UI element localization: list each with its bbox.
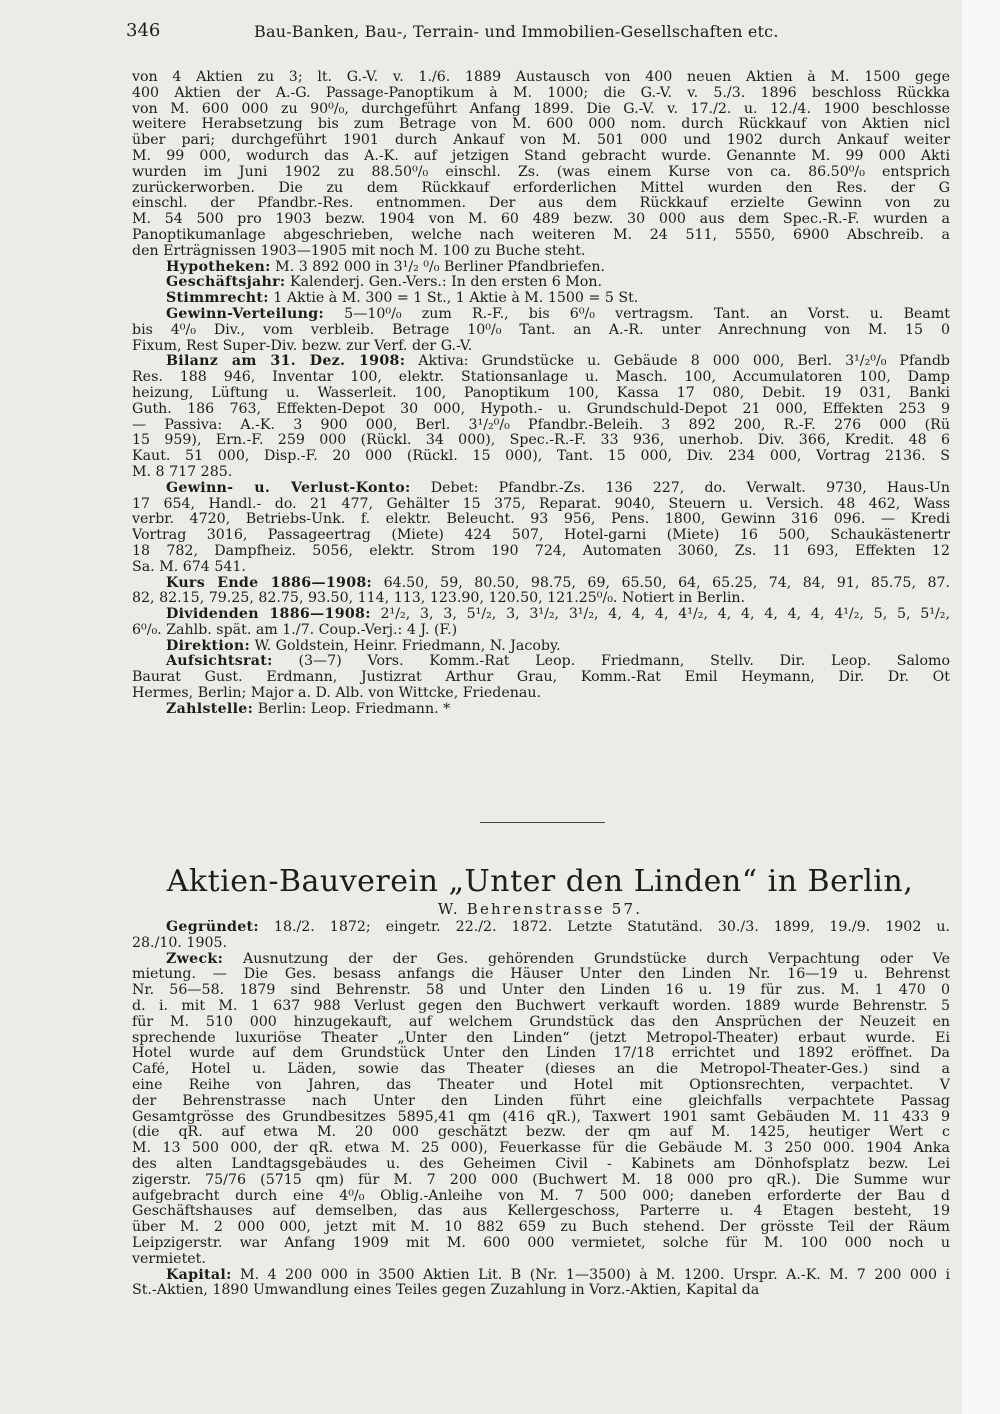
entry-first-line xyxy=(132,260,950,276)
entry-text: Debet: Pfandbr.-Zs. 136 227, do. Verwalt. 9730, Haus-Un xyxy=(430,480,950,496)
text-line xyxy=(132,1236,950,1252)
entry-text: Gesamtgrösse des Grundbesitzes 5895,41 qm (416 qR.), Taxwert 1901 samt Gebäuden M. 11 433 9 xyxy=(132,1109,950,1125)
entry-text: Kaut. 51 000, Disp.-F. 20 000 (Rückl. 15 000), Tant. 15 000, Div. 234 000, Vortrag 2136. S xyxy=(132,449,950,465)
text-line xyxy=(132,1173,950,1189)
entry-text: (3—7) Vors. Komm.-Rat Leop. Friedmann, Stellv. Dir. Leop. Salomo xyxy=(298,654,950,670)
entry-text: vermietet. xyxy=(132,1251,206,1267)
entry-text: Hermes, Berlin; Major a. D. Alb. von Wittcke, Friedenau. xyxy=(132,686,541,702)
entry-text: Ausnutzung der der Ges. gehörenden Grundstücke durch Verpachtung oder Ve xyxy=(242,951,950,967)
text-line xyxy=(132,591,950,607)
text-line xyxy=(132,386,950,402)
entry-label: Gewinn-Verteilung: xyxy=(166,306,324,322)
text-line xyxy=(132,1283,950,1299)
entry-label: Zweck: xyxy=(166,951,224,967)
entry-text: von 4 Aktien zu 3; lt. G.-V. v. 1./6. 1889 Austausch von 400 neuen Aktien à M. 1500 gege xyxy=(132,70,950,85)
entry-text: 64.50, 59, 80.50, 98.75, 69, 65.50, 64, 65.25, 74, 84, 91, 85.75, 87. xyxy=(383,575,950,591)
entry-text: weitere Herabsetzung bis zum Betrage von M. 600 000 nom. durch Rückkauf von Aktien nicl xyxy=(132,117,950,133)
entry-text: 15 959), Ern.-F. 259 000 (Rückl. 34 000), Spec.-R.-F. 33 936, unerhob. Div. 366, Kredit. 48 6 xyxy=(132,433,950,449)
text-line xyxy=(132,1157,950,1173)
text-line xyxy=(132,212,950,228)
text-line xyxy=(132,686,950,702)
text-line xyxy=(132,1125,950,1141)
entry-text: 1 Aktie à M. 300 = 1 St., 1 Aktie à M. 1500 = 5 St. xyxy=(273,291,639,307)
entry-text: M. 8 717 285. xyxy=(132,464,233,480)
entry-label: Aufsichtsrat: xyxy=(166,654,273,670)
entry-text: M. 3 892 000 in 3¹/₂ ⁰/₀ Berliner Pfandbriefen. xyxy=(275,259,606,275)
text-line xyxy=(132,370,950,386)
entry-text: aufgebracht durch eine 4⁰/₀ Oblig.-Anleihe von M. 7 500 000; daneben erforderte der Bau d xyxy=(132,1188,950,1204)
text-line xyxy=(132,512,950,528)
entry-text: Fixum, Rest Super-Div. bezw. zur Verf. der G.-V. xyxy=(132,338,473,354)
entry-text: verbr. 4720, Betriebs-Unk. f. elektr. Beleucht. 93 956, Pens. 1800, Gewinn 316 096. — Kredi xyxy=(132,512,950,528)
entry-text: Café, Hotel u. Läden, sowie das Theater (dieses an die Metropol-Theater-Ges.) sind a xyxy=(132,1062,950,1078)
company-title: Aktien-Bauverein „Unter den Linden“ in Berlin, xyxy=(166,864,914,899)
entry-text: über M. 2 000 000, jetzt mit M. 10 882 659 zu Buch stehend. Der grösste Teil der Räum xyxy=(132,1220,950,1236)
text-line xyxy=(132,86,950,102)
page-header xyxy=(0,20,962,46)
text-line xyxy=(132,999,950,1015)
entry-first-line xyxy=(132,952,950,968)
entry-text: heizung, Lüftung u. Wasserleit. 100, Panoptikum 100, Kassa 17 080, Debit. 19 031, Banki xyxy=(132,385,950,401)
text-line xyxy=(132,117,950,133)
text-line xyxy=(132,1110,950,1126)
entry-label: Dividenden 1886—1908: xyxy=(166,607,371,623)
text-line xyxy=(132,102,950,118)
text-line xyxy=(132,528,950,544)
company-address: W. Behrenstrasse 57. xyxy=(437,900,643,918)
entry-label: Direktion: xyxy=(166,638,250,654)
text-line xyxy=(132,1220,950,1236)
entry-text: sprechende luxuriöse Theater „Unter den Linden“ (jetzt Metropol-Theater) erbaut wurde. Ei xyxy=(132,1030,950,1046)
entry-text: W. Goldstein, Heinr. Friedmann, N. Jacoby. xyxy=(254,638,561,654)
entry-text: Vortrag 3016, Passageertrag (Miete) 424 507, Hotel-garni (Miete) 16 500, Schaukästenertr xyxy=(132,528,950,544)
entry-first-line xyxy=(132,639,950,655)
entry-label: Gegründet: xyxy=(166,920,259,935)
entry-text: einschl. der Pfandbr.-Res. entnommen. Der aus dem Rückkauf erzielte Gewinn von zu xyxy=(132,196,950,212)
entry-label: Hypotheken: xyxy=(166,259,271,275)
company-section-1 xyxy=(132,70,950,718)
entry-text: eine Reihe von Jahren, das Theater und Hotel mit Optionsrechten, verpachtet. V xyxy=(132,1077,950,1093)
text-line xyxy=(132,465,950,481)
entry-text: St.-Aktien, 1890 Umwandlung eines Teiles gegen Zuzahlung in Vorz.-Aktien, Kapital da xyxy=(132,1283,760,1299)
text-line xyxy=(132,149,950,165)
entry-text: M. 99 000, wodurch das A.-K. auf jetzigen Stand gebracht wurde. Genannte M. 99 000 Akti xyxy=(132,148,950,164)
text-line xyxy=(132,402,950,418)
entry-text: 17 654, Handl.- do. 21 477, Gehälter 15 375, Reparat. 9040, Steuern u. Versich. 48 462, Wass xyxy=(132,496,950,512)
entry-text: Kalenderj. Gen.-Vers.: In den ersten 6 Mon. xyxy=(290,275,602,291)
entry-text: Leipzigerstr. war Anfang 1909 mit M. 600 000 vermietet, solche für M. 100 000 noch u xyxy=(132,1235,950,1251)
entry-text: — Passiva: A.-K. 3 900 000, Berl. 3¹/₂⁰/₀ Pfandbr.-Beleih. 3 892 200, R.-F. 276 000 (Rü xyxy=(132,417,950,433)
entry-text: Baurat Gust. Erdmann, Justizrat Arthur Grau, Komm.-Rat Emil Heymann, Dir. Dr. Ot xyxy=(132,670,950,686)
text-line xyxy=(132,1204,950,1220)
text-line xyxy=(132,70,950,86)
section-divider xyxy=(480,822,605,823)
text-line xyxy=(132,967,950,983)
entry-text: Guth. 186 763, Effekten-Depot 30 000, Hypoth.- u. Grundschuld-Depot 21 000, Effekten 253 9 xyxy=(132,401,950,417)
text-line xyxy=(132,165,950,181)
scan-margin xyxy=(962,0,1000,1414)
text-line xyxy=(132,497,950,513)
entry-first-line xyxy=(132,1268,950,1284)
entry-text: mietung. — Die Ges. besass anfangs die Häuser Unter den Linden Nr. 16—19 u. Behrenst xyxy=(132,967,950,983)
text-line xyxy=(132,133,950,149)
entry-first-line xyxy=(132,481,950,497)
text-line xyxy=(132,449,950,465)
company-section-2 xyxy=(132,920,950,1299)
text-line xyxy=(132,228,950,244)
entry-text: Res. 188 946, Inventar 100, elektr. Stationsanlage u. Masch. 100, Accumulatoren 100, Damp xyxy=(132,370,950,386)
text-line xyxy=(132,623,950,639)
text-line xyxy=(132,196,950,212)
text-line xyxy=(132,670,950,686)
entry-label: Gewinn- u. Verlust-Konto: xyxy=(166,480,411,496)
entry-text: Panoptikumanlage abgeschrieben, welche nach weiteren M. 24 511, 5550, 6900 Abschreib. a xyxy=(132,227,950,243)
entry-first-line xyxy=(132,291,950,307)
text-line xyxy=(132,181,950,197)
running-title: Bau-Banken, Bau-, Terrain- und Immobilien-Gesellschaften etc. xyxy=(254,22,779,41)
text-line xyxy=(132,1094,950,1110)
entry-text: M. 4 200 000 in 3500 Aktien Lit. B (Nr. 1—3500) à M. 1200. Urspr. A.-K. M. 7 200 000 i xyxy=(240,1267,950,1283)
text-line xyxy=(132,1031,950,1047)
text-line xyxy=(132,433,950,449)
entry-text: der Behrenstrasse nach Unter den Linden führt eine gleichfalls verpachtete Passag xyxy=(132,1093,950,1109)
entry-text: M. 13 500 000, der qR. etwa M. 25 000), Feuerkasse für die Gebäude M. 3 250 000. 1904 Anka xyxy=(132,1141,950,1157)
entry-text: Sa. M. 674 541. xyxy=(132,559,246,575)
entry-text: 82, 82.15, 79.25, 82.75, 93.50, 114, 113, 123.90, 120.50, 121.25⁰/₀. Notiert in Berlin. xyxy=(132,591,746,607)
entry-text: d. i. mit M. 1 637 988 Verlust gegen den Buchwert verkauft worden. 1889 wurde Behrenstr. 5 xyxy=(132,998,950,1014)
text-line xyxy=(132,1141,950,1157)
text-line xyxy=(132,936,950,952)
entry-text: wurden im Juni 1902 zu 88.50⁰/₀ einschl. Zs. (was einem Kurse von ca. 86.50⁰/₀ entsprich xyxy=(132,164,950,180)
entry-text: zigerstr. 75/76 (5715 qm) für M. 7 200 000 (Buchwert M. 18 000 pro qR.). Die Summe wur xyxy=(132,1172,950,1188)
entry-text: M. 54 500 pro 1903 bezw. 1904 von M. 60 489 bezw. 30 000 aus dem Spec.-R.-F. wurden a xyxy=(132,212,950,228)
text-line xyxy=(132,1046,950,1062)
text-line xyxy=(132,983,950,999)
entry-text: für M. 510 000 hinzugekauft, auf welchem Grundstück das den Ansprüchen der Neuzeit en xyxy=(132,1014,950,1030)
entry-label: Zahlstelle: xyxy=(166,701,254,717)
entry-first-line xyxy=(132,275,950,291)
entry-text: über pari; durchgeführt 1901 durch Ankauf von M. 501 000 und 1902 durch Ankauf weiter xyxy=(132,133,950,149)
entry-label: Geschäftsjahr: xyxy=(166,275,286,291)
entry-first-line xyxy=(132,920,950,936)
entry-text: 18./2. 1872; eingetr. 22./2. 1872. Letzte Statutänd. 30./3. 1899, 19./9. 1902 u. xyxy=(273,920,950,935)
page-number: 346 xyxy=(126,20,161,41)
text-line xyxy=(132,560,950,576)
entry-label: Kurs Ende 1886—1908: xyxy=(166,575,373,591)
entry-first-line xyxy=(132,654,950,670)
entry-text: 6⁰/₀. Zahlb. spät. am 1./7. Coup.-Verj.: 4 J. (F.) xyxy=(132,622,458,638)
entry-text: bis 4⁰/₀ Div., vom verbleib. Betrage 10⁰/₀ Tant. an A.-R. unter Anrechnung von M. 15 0 xyxy=(132,322,950,338)
entry-label: Kapital: xyxy=(166,1267,232,1283)
entry-text: Geschäftshauses auf demselben, das aus Kellergeschoss, Parterre u. 4 Etagen besteht, 19 xyxy=(132,1204,950,1220)
text-line xyxy=(132,418,950,434)
entry-text: Nr. 56—58. 1879 sind Behrenstr. 58 und Unter den Linden 16 u. 19 für zus. M. 1 470 0 xyxy=(132,983,950,999)
entry-text: 400 Aktien der A.-G. Passage-Panoptikum à M. 1000; die G.-V. v. 5./3. 1896 beschloss Rückka xyxy=(132,85,950,101)
entry-first-line xyxy=(132,702,950,718)
entry-text: Aktiva: Grundstücke u. Gebäude 8 000 000, Berl. 3¹/₂⁰/₀ Pfandb xyxy=(418,354,950,370)
entry-text: zurückerworben. Die zu dem Rückkauf erforderlichen Mittel wurden den Res. der G xyxy=(132,180,950,196)
entry-first-line xyxy=(132,354,950,370)
entry-first-line xyxy=(132,307,950,323)
text-line xyxy=(132,1062,950,1078)
entry-text: 28./10. 1905. xyxy=(132,935,228,951)
text-line xyxy=(132,323,950,339)
entry-text: 2¹/₂, 3, 3, 5¹/₂, 3, 3¹/₂, 3¹/₂, 4, 4, 4, 4¹/₂, 4, 4, 4, 4, 4, 4¹/₂, 5, 5, 5¹/₂, xyxy=(380,607,950,623)
entry-text: 18 782, Dampfheiz. 5056, elektr. Strom 190 724, Automaten 3060, Zs. 11 693, Effekten 12 xyxy=(132,543,950,559)
text-line xyxy=(132,1015,950,1031)
entry-text: von M. 600 000 zu 90⁰/₀, durchgeführt Anfang 1899. Die G.-V. v. 17./2. u. 12./4. 1900 beschlosse xyxy=(132,101,950,117)
text-line xyxy=(132,339,950,355)
text-line xyxy=(132,544,950,560)
entry-text: Berlin: Leop. Friedmann. * xyxy=(257,701,451,717)
text-line xyxy=(132,1078,950,1094)
text-line xyxy=(132,1252,950,1268)
entry-first-line xyxy=(132,576,950,592)
entry-label: Stimmrecht: xyxy=(166,291,269,307)
entry-label: Bilanz am 31. Dez. 1908: xyxy=(166,354,406,370)
text-line xyxy=(132,244,950,260)
entry-text: Hotel wurde auf dem Grundstück Unter den Linden 17/18 errichtet und 1892 eröffnet. Da xyxy=(132,1046,950,1062)
text-line xyxy=(132,1189,950,1205)
entry-text: des alten Landtagsgebäudes u. des Geheimen Civil - Kabinets am Dönhofsplatz bezw. Lei xyxy=(132,1156,950,1172)
entry-text: 5—10⁰/₀ zum R.-F., bis 6⁰/₀ vertragsm. Tant. an Vorst. u. Beamt xyxy=(344,306,950,322)
entry-first-line xyxy=(132,607,950,623)
entry-text: den Erträgnissen 1903—1905 mit noch M. 100 zu Buche steht. xyxy=(132,243,586,259)
entry-text: (die qR. auf etwa M. 20 000 geschätzt bezw. der qm auf M. 1425, heutiger Wert c xyxy=(132,1125,950,1141)
